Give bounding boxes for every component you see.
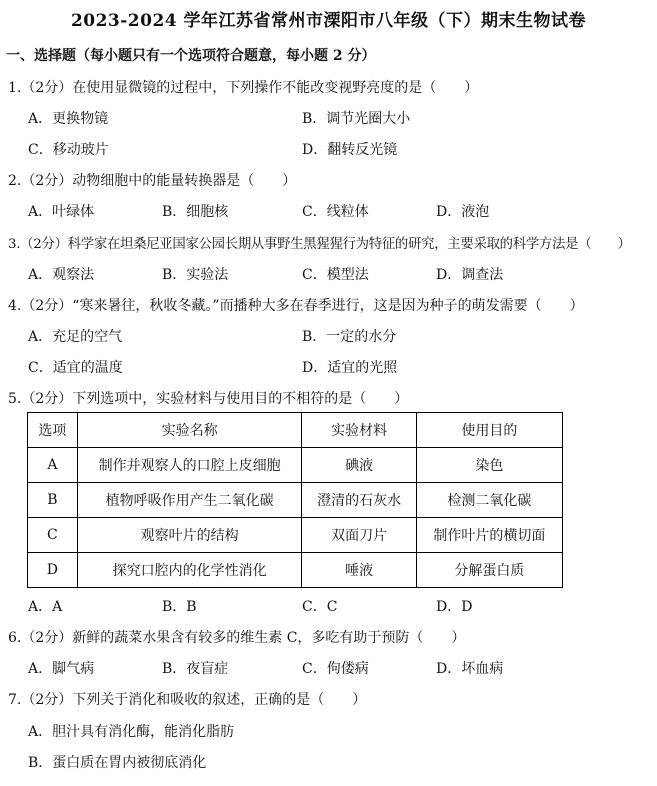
table-cell: A <box>28 448 78 483</box>
table-cell: 分解蛋白质 <box>416 553 562 588</box>
question-4-stem: 4.（2分）“寒来暑往，秋收冬藏。”而播种大多在春季进行，这是因为种子的萌发需要（ ） <box>8 298 584 314</box>
table-cell: 唾液 <box>302 553 416 588</box>
table-cell: 探究口腔内的化学性消化 <box>77 553 302 588</box>
table-cell: B <box>28 483 78 518</box>
table-cell: 染色 <box>416 448 562 483</box>
question-3-option-b[interactable]: B．实验法 <box>162 267 229 283</box>
table-cell: 检测二氧化碳 <box>416 483 562 518</box>
table-row <box>28 553 563 588</box>
experiment-table <box>27 412 563 588</box>
question-7-option-a[interactable]: A．胆汁具有消化酶，能消化脂肪 <box>28 724 235 740</box>
table-row <box>28 518 563 553</box>
table-cell: D <box>28 553 78 588</box>
table-row <box>28 483 563 518</box>
question-1-stem: 1.（2分）在使用显微镜的过程中，下列操作不能改变视野亮度的是（ ） <box>8 80 479 96</box>
question-6-option-c[interactable]: C．佝偻病 <box>302 661 369 677</box>
question-2-option-c[interactable]: C．线粒体 <box>302 204 369 220</box>
question-2-option-d[interactable]: D．液泡 <box>436 204 490 220</box>
table-cell: 碘液 <box>302 448 416 483</box>
question-2-option-a[interactable]: A．叶绿体 <box>28 204 95 220</box>
table-cell: 制作并观察人的口腔上皮细胞 <box>77 448 302 483</box>
table-header-cell: 使用目的 <box>416 413 562 448</box>
table-header-cell: 实验材料 <box>302 413 416 448</box>
question-7-option-b[interactable]: B．蛋白质在胃内被彻底消化 <box>28 755 207 771</box>
question-7-stem: 7.（2分）下列关于消化和吸收的叙述，正确的是（ ） <box>8 692 367 708</box>
question-1-option-a[interactable]: A．更换物镜 <box>28 111 109 127</box>
question-3-stem: 3.（2分）科学家在坦桑尼亚国家公园长期从事野生黑猩猩行为特征的研究，主要采取的科学方法是（ ） <box>8 237 631 252</box>
table-header-row <box>28 413 563 448</box>
question-6-option-b[interactable]: B．夜盲症 <box>162 661 229 677</box>
question-1-option-b[interactable]: B．调节光圈大小 <box>302 111 411 127</box>
question-4-option-b[interactable]: B．一定的水分 <box>302 329 397 345</box>
table-cell: 观察叶片的结构 <box>77 518 302 553</box>
question-3-option-c[interactable]: C．模型法 <box>302 267 369 283</box>
question-3-option-d[interactable]: D．调查法 <box>436 267 504 283</box>
table-header-cell: 实验名称 <box>77 413 302 448</box>
question-4-option-c[interactable]: C．适宜的温度 <box>28 360 123 376</box>
question-2-stem: 2.（2分）动物细胞中的能量转换器是（ ） <box>8 173 297 189</box>
question-1-option-c[interactable]: C．移动玻片 <box>28 142 109 158</box>
question-5-option-d[interactable]: D．D <box>436 599 473 615</box>
question-6-option-d[interactable]: D．坏血病 <box>436 661 504 677</box>
question-5-option-b[interactable]: B．B <box>162 599 197 615</box>
table-cell: 双面刀片 <box>302 518 416 553</box>
question-6-option-a[interactable]: A．脚气病 <box>28 661 95 677</box>
question-5-stem: 5.（2分）下列选项中，实验材料与使用目的不相符的是（ ） <box>8 391 409 407</box>
table-cell: 制作叶片的横切面 <box>416 518 562 553</box>
question-5-option-a[interactable]: A．A <box>28 599 63 615</box>
table-row <box>28 448 563 483</box>
question-5-option-c[interactable]: C．C <box>302 599 338 615</box>
question-6-stem: 6.（2分）新鲜的蔬菜水果含有较多的维生素 C，多吃有助于预防（ ） <box>8 630 466 646</box>
table-cell: C <box>28 518 78 553</box>
question-4-option-a[interactable]: A．充足的空气 <box>28 329 123 345</box>
table-cell: 澄清的石灰水 <box>302 483 416 518</box>
question-3-option-a[interactable]: A．观察法 <box>28 267 95 283</box>
question-2-option-b[interactable]: B．细胞核 <box>162 204 229 220</box>
section-heading: 一、选择题（每小题只有一个选项符合题意，每小题 2 分） <box>6 48 376 64</box>
question-1-option-d[interactable]: D．翻转反光镜 <box>302 142 398 158</box>
question-4-option-d[interactable]: D．适宜的光照 <box>302 360 398 376</box>
table-header-cell: 选项 <box>28 413 78 448</box>
table-cell: 植物呼吸作用产生二氧化碳 <box>77 483 302 518</box>
page-title: 2023-2024 学年江苏省常州市溧阳市八年级（下）期末生物试卷 <box>70 11 587 31</box>
